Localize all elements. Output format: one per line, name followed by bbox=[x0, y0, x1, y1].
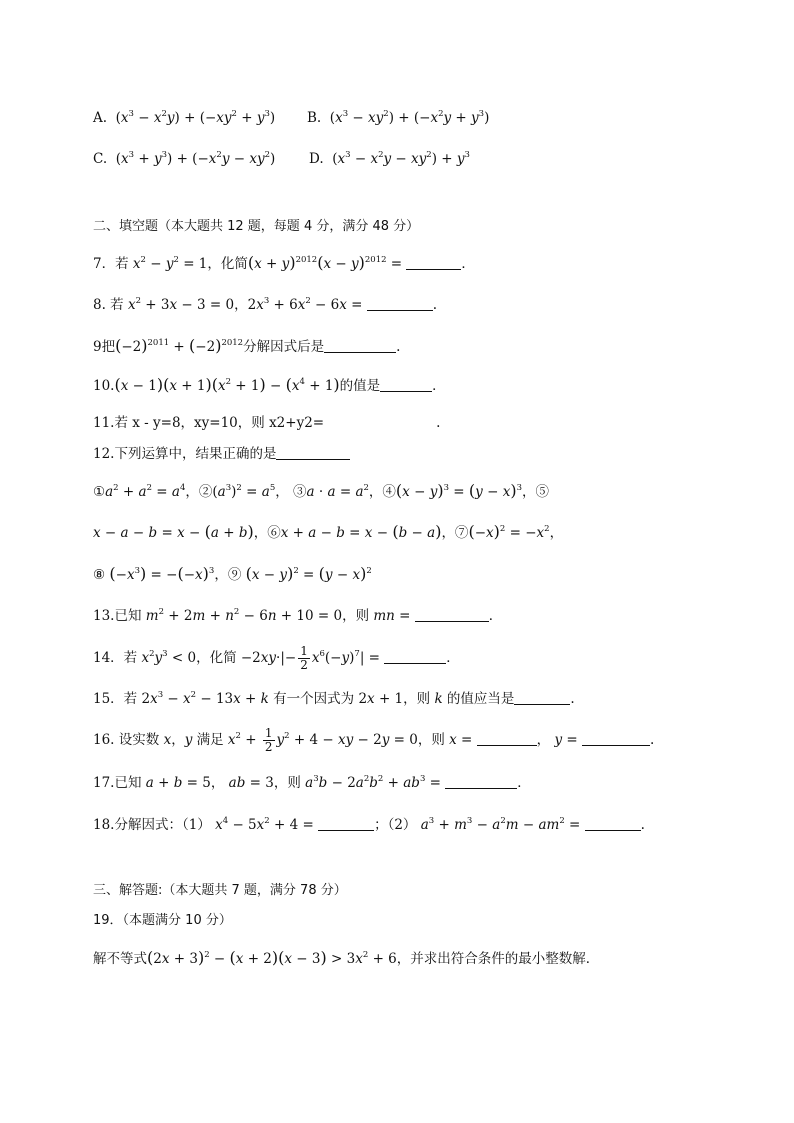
question-11-text: 11.若 x - y=8，xy=10，则 x2+y2= bbox=[93, 415, 325, 431]
option-a: A. $(x^3 - x^2y) + (-xy^2 + y^3)$ bbox=[93, 109, 276, 126]
question-18: 18.分解因式：（1） $x^4 - 5x^2 + 4$ = ；（2） $a^3 + m^3 - a^2m - am^2$ = . bbox=[93, 816, 645, 833]
question-11: 11.若 x - y=8，xy=10，则 x2+y2= . bbox=[93, 415, 441, 431]
question-12-items-2: x − a − b = x − (a + b)，⑥x + a − b = x − (b − a)，$⑦(-x)^2 = -x^2$， bbox=[93, 522, 564, 541]
question-15: 15．若 $2x^3 - x^2 - 13x + k$ 有一个因式为 2x + 1，则 k 的值应当是 . bbox=[93, 690, 575, 707]
question-12-items-1: $①a^2 + a^2 = a^4$，$②(a^3)^2 = a^5$， ③a · $a = a^2$，④(x − $y)^3 = (y - x)^3$，⑤ bbox=[93, 481, 550, 500]
question-14: 14．若 $x^2y^3 < 0$，化简 −2xy·|− $\frac{1}{2}$ $x^6(-y)^7|$ = ． bbox=[93, 644, 460, 672]
question-10: $10.(x - 1)(x + 1)(x^2 + 1) - (x^4 + 1)$的值是 ． bbox=[93, 375, 446, 394]
question-12 bbox=[93, 445, 350, 463]
question-12-items-3: ⑧ $(-x^3) = -(-x)^3$，⑨ $(x - y)^2 = (y - x)^2$ bbox=[93, 564, 372, 583]
question-13: 13.已知 $m^2 + 2m + n^2 - 6n + 10 = 0$，则 mn = ． bbox=[93, 607, 503, 624]
question-16: 16. 设实数 x，y 满足 $x^2$ + $\frac{1}{2}$ $y^2 + 4$ − xy − 2y = 0，则 x = ， y = . bbox=[93, 726, 655, 754]
question-9: 9把$(-2)^{2011} + (-2)^{2012}$分解因式后是 . bbox=[93, 336, 401, 355]
option-c: C. $(x^3 + y^3) + (-x^2y - xy^2)$ bbox=[93, 150, 276, 167]
question-8: 8. 若 $x^2 + 3x - 3 = 0$，$2x^3 + 6x^2 - 6x$ = . bbox=[93, 296, 438, 313]
section-3-title: 三、解答题:（本大题共 7 题，满分 78 分） bbox=[93, 883, 347, 898]
option-b: B. $(x^3 - xy^2) + (-x^2y + y^3)$ bbox=[307, 109, 490, 126]
question-7: 7．若 $x^2 - y^2 = 1$，化简$(x + y)^{2012}(x - y)^{2012}$ = ． bbox=[93, 253, 475, 272]
question-19-header: 19．（本题满分 10 分） bbox=[93, 913, 232, 928]
question-19-body: 解不等式$(2x + 3)^2 - (x + 2)(x - 3) > 3x^2 + 6$，并求出符合条件的最小整数解． bbox=[93, 948, 600, 967]
section-2-title: 二、填空题（本大题共 12 题，每题 4 分，满分 48 分） bbox=[93, 219, 420, 234]
option-d: D. $(x^3 - x^2y - xy^2) + y^3$ bbox=[309, 150, 470, 167]
question-12-text: 12.下列运算中，结果正确的是 bbox=[93, 446, 277, 462]
question-17: 17.已知 a + b = 5， ab = 3，则 $a^3b - 2a^2b^2 + ab^3$ = ． bbox=[93, 774, 531, 791]
